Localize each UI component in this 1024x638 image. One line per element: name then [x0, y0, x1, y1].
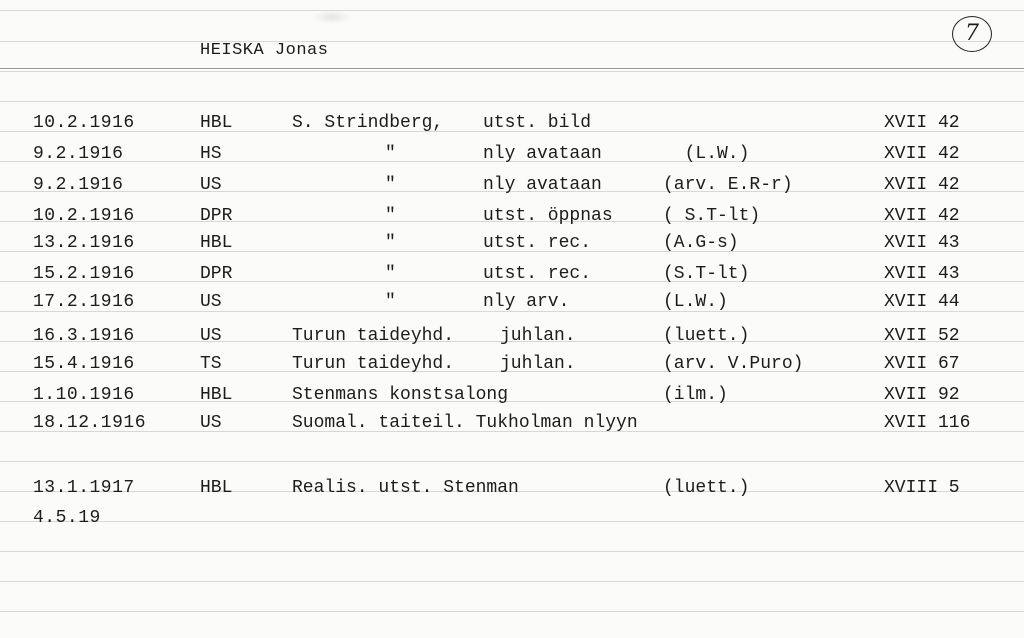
entry-row: [0, 385, 1024, 411]
entry-title: Stenmans konstsalong: [292, 385, 509, 405]
entry-subject: utst. bild: [483, 113, 592, 133]
entry-subject: juhlan.: [500, 354, 576, 374]
entry-reference: XVII 52: [884, 326, 960, 346]
entry-row: [0, 206, 1024, 232]
entry-note: (luett.): [663, 326, 750, 346]
entry-subject: utst. rec.: [483, 233, 592, 253]
entry-subject: nly arv.: [483, 292, 570, 312]
entry-paper: US: [200, 175, 222, 195]
entry-note: (arv. E.R-r): [663, 175, 793, 195]
entry-reference: XVII 43: [884, 233, 960, 253]
entry-paper: TS: [200, 354, 222, 374]
entry-reference: XVII 42: [884, 144, 960, 164]
entry-reference: XVII 92: [884, 385, 960, 405]
entry-reference: XVII 67: [884, 354, 960, 374]
entry-paper: US: [200, 413, 222, 433]
entry-paper: US: [200, 292, 222, 312]
entry-title: ": [385, 144, 396, 164]
entry-reference: XVII 43: [884, 264, 960, 284]
entry-row: [0, 113, 1024, 139]
entry-date: 15.2.1916: [33, 264, 135, 284]
entry-note: (ilm.): [663, 385, 728, 405]
entry-date: 13.1.1917: [33, 478, 135, 498]
entry-paper: HBL: [200, 385, 233, 405]
entry-note: (arv. V.Puro): [663, 354, 804, 374]
entry-date: 10.2.1916: [33, 206, 135, 226]
entry-title: Turun taideyhd.: [292, 326, 455, 346]
entry-row: [0, 175, 1024, 201]
header-divider: [0, 68, 1024, 69]
entry-title: Realis. utst. Stenman: [292, 478, 519, 498]
entry-date: 4.5.19: [33, 508, 101, 528]
entry-title: ": [385, 264, 396, 284]
entry-row: [0, 326, 1024, 352]
ink-smudge: [312, 10, 352, 24]
entry-subject: utst. öppnas: [483, 206, 613, 226]
entry-row: [0, 413, 1024, 439]
entry-note: ( S.T-lt): [663, 206, 761, 226]
entry-row: [0, 292, 1024, 318]
entry-date: 17.2.1916: [33, 292, 135, 312]
entry-date: 9.2.1916: [33, 175, 124, 195]
entry-title: Suomal. taiteil. Tukholman nlyyn: [292, 413, 638, 433]
entry-paper: HBL: [200, 233, 233, 253]
entry-row: [0, 508, 1024, 534]
entry-paper: DPR: [200, 206, 233, 226]
entry-note: (A.G-s): [663, 233, 739, 253]
entry-subject: utst. rec.: [483, 264, 592, 284]
entry-note: (luett.): [663, 478, 750, 498]
entry-title: ": [385, 206, 396, 226]
entry-title: Turun taideyhd.: [292, 354, 455, 374]
entry-note: (L.W.): [663, 292, 728, 312]
entry-row: [0, 354, 1024, 380]
card-header-name: HEISKA Jonas: [200, 41, 329, 60]
entry-date: 16.3.1916: [33, 326, 135, 346]
entry-reference: XVII 42: [884, 175, 960, 195]
entry-reference: XVII 116: [884, 413, 971, 433]
entry-title: ": [385, 175, 396, 195]
entry-date: 15.4.1916: [33, 354, 135, 374]
entry-title: ": [385, 233, 396, 253]
entry-date: 10.2.1916: [33, 113, 135, 133]
entry-note: (L.W.): [663, 144, 750, 164]
entry-date: 18.12.1916: [33, 413, 147, 433]
entry-subject: nly avataan: [483, 175, 602, 195]
entry-reference: XVIII 5: [884, 478, 960, 498]
entry-row: [0, 478, 1024, 504]
entry-paper: HBL: [200, 478, 233, 498]
entry-title: S. Strindberg,: [292, 113, 444, 133]
entry-title: ": [385, 292, 396, 312]
entry-paper: DPR: [200, 264, 233, 284]
entry-paper: HBL: [200, 113, 233, 133]
entry-date: 9.2.1916: [33, 144, 124, 164]
entry-row: [0, 264, 1024, 290]
entry-reference: XVII 44: [884, 292, 960, 312]
entry-row: [0, 233, 1024, 259]
entry-reference: XVII 42: [884, 206, 960, 226]
entry-paper: HS: [200, 144, 222, 164]
entry-reference: XVII 42: [884, 113, 960, 133]
entry-row: [0, 144, 1024, 170]
entry-date: 1.10.1916: [33, 385, 135, 405]
entry-subject: nly avataan: [483, 144, 602, 164]
entry-date: 13.2.1916: [33, 233, 135, 253]
entry-note: (S.T-lt): [663, 264, 750, 284]
entry-subject: juhlan.: [500, 326, 576, 346]
card-number-circle: 7: [952, 16, 992, 52]
entry-paper: US: [200, 326, 222, 346]
